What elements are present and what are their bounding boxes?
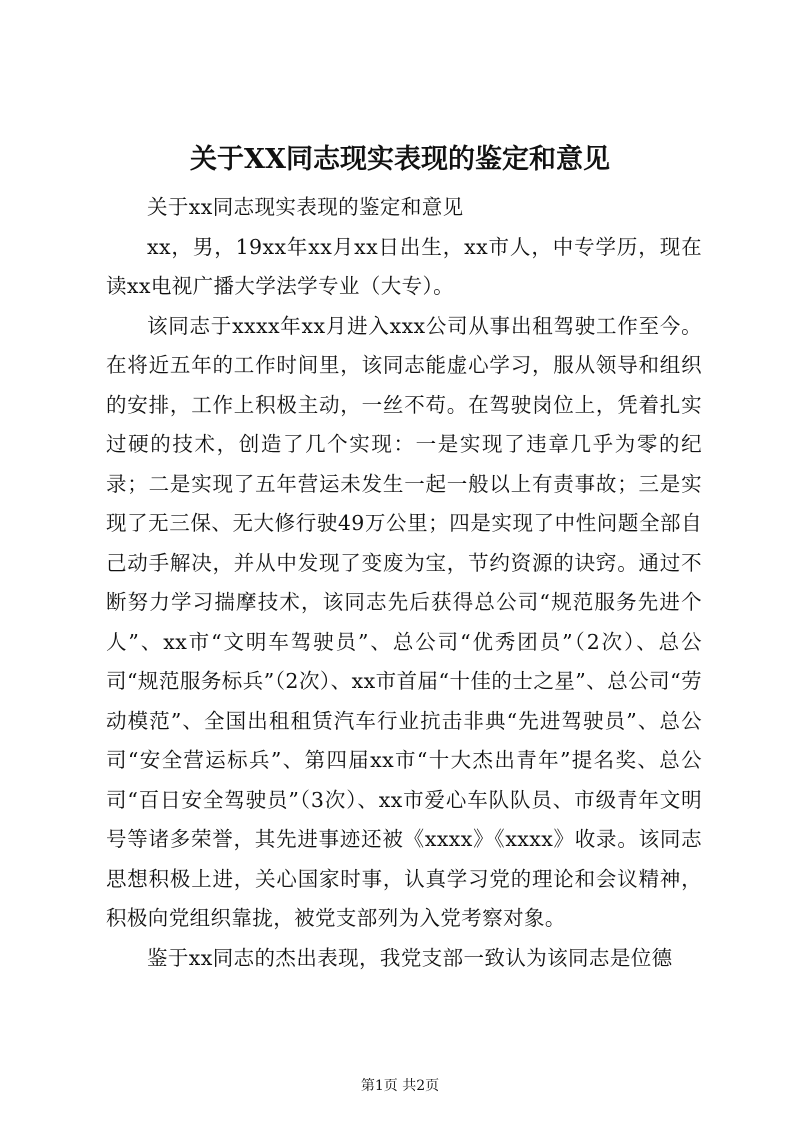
paragraph-work-record: 该同志于xxxx年xx月进入xxx公司从事出租驾驶工作至今。在将近五年的工作时间里，该同志能虚心学习，服从领导和组织的安排，工作上积极主动，一丝不苟。在驾驶岗位上，凭着扎实过硬的技术，创造了几个实现：一是实现了违章几乎为零的纪录；二是实现了五年营运未发生一起一般以上有责事故；三是实现了无三保、无大修行驶49万公里；四是实现了中性问题全部自己动手解决，并从中发现了变废为宝，节约资源的诀窍。通过不断努力学习揣摩技术，该同志先后获得总公司“规范服务先进个人”、xx市“文明车驾驶员”、总公司“优秀团员”（2次）、总公司“规范服务标兵”（2次）、xx市首届“十佳的士之星”、总公司“劳动模范”、全国出租租赁汽车行业抗击非典“先进驾驶员”、总公司“安全营运标兵”、第四届xx市“十大杰出青年”提名奖、总公司“百日安全驾驶员”（3次）、xx市爱心车队队员、市级青年文明号等诸多荣誉，其先进事迹还被《xxxx》《xxxx》收录。该同志思想积极上进，关心国家时事，认真学习党的理论和会议精神，积极向党组织靠拢，被党支部列为入党考察对象。 [106, 313, 702, 930]
paragraph-conclusion: 鉴于xx同志的杰出表现，我党支部一致认为该同志是位德 [147, 945, 673, 970]
document-body [106, 188, 702, 978]
page-footer: 第1页 共2页 [360, 1078, 440, 1094]
paragraph-subtitle: 关于xx同志现实表现的鉴定和意见 [147, 195, 464, 219]
paragraph-personal-info: xx，男，19xx年xx月xx日出生，xx市人，中专学历，现在读xx电视广播大学法学专业（大专）。 [106, 234, 702, 298]
document-title: 关于XX同志现实表现的鉴定和意见 [190, 144, 610, 175]
